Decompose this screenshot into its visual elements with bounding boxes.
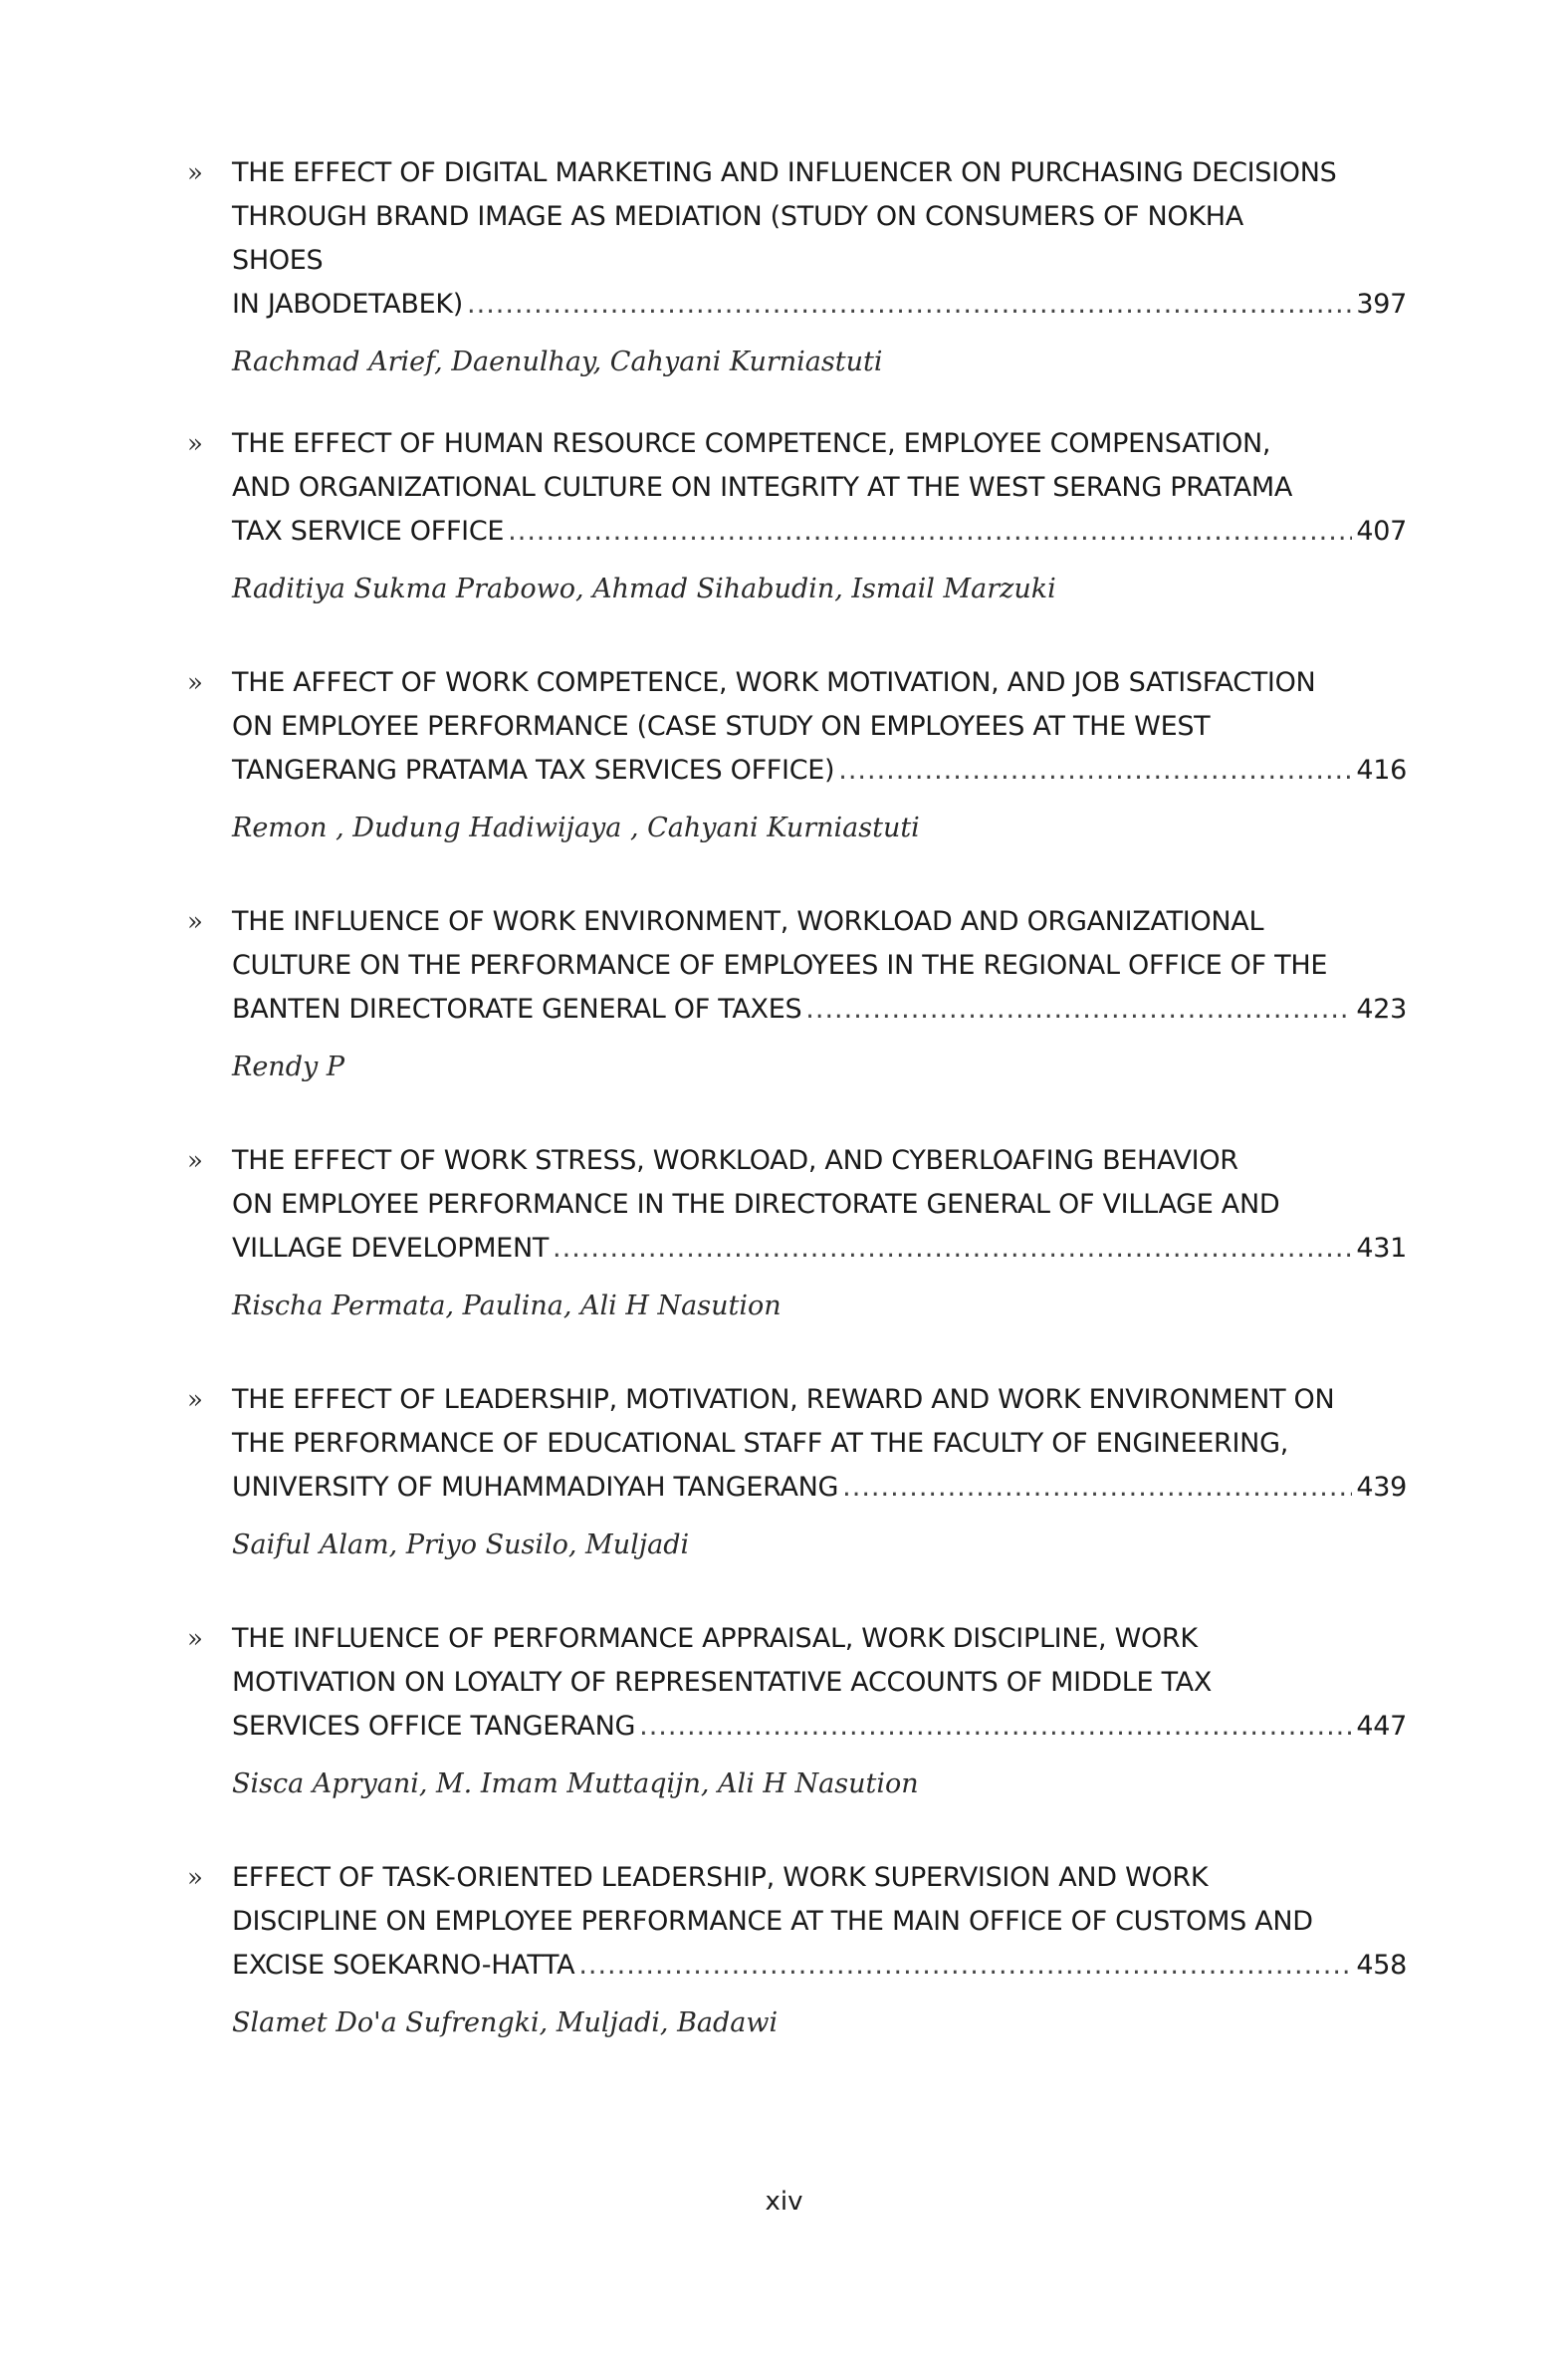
- page-number[interactable]: 416: [1356, 755, 1407, 786]
- entry-title-end: TAX SERVICE OFFICE: [232, 516, 505, 547]
- entry-title-end: SERVICES OFFICE TANGERANG: [232, 1711, 636, 1742]
- toc-entry[interactable]: [187, 1617, 1407, 1812]
- entry-title-last-line: [232, 1944, 1407, 1988]
- bullet-marker: »: [187, 158, 203, 188]
- entry-title-line: THROUGH BRAND IMAGE AS MEDIATION (STUDY ON CONSUMERS OF NOKHA: [232, 201, 1243, 232]
- dot-leader: [639, 1705, 1352, 1749]
- dot-leader: [553, 1227, 1352, 1271]
- dot-leader: [467, 283, 1352, 327]
- entry-title-line: ON EMPLOYEE PERFORMANCE (CASE STUDY ON EMPLOYEES AT THE WEST: [232, 711, 1211, 742]
- dot-leader: [842, 1466, 1352, 1510]
- entry-title-line: THE EFFECT OF LEADERSHIP, MOTIVATION, REWARD AND WORK ENVIRONMENT ON: [232, 1384, 1335, 1415]
- bullet-marker: »: [187, 1863, 203, 1893]
- toc-entry[interactable]: [187, 1378, 1407, 1573]
- page-number[interactable]: 439: [1356, 1472, 1407, 1503]
- entry-title-line: THE PERFORMANCE OF EDUCATIONAL STAFF AT THE FACULTY OF ENGINEERING,: [232, 1428, 1288, 1459]
- entry-title-last-line: [232, 1227, 1407, 1271]
- entry-title-last-line: [232, 283, 1407, 327]
- entry-title-line: SHOES: [232, 245, 324, 276]
- entry-title-last-line: [232, 749, 1407, 793]
- entry-title-last-line: [232, 1466, 1407, 1510]
- toc-entry[interactable]: [187, 1856, 1407, 2051]
- entry-authors: Raditiya Sukma Prabowo, Ahmad Sihabudin, Ismail Marzuki: [232, 574, 1056, 604]
- entry-title-line: DISCIPLINE ON EMPLOYEE PERFORMANCE AT THE MAIN OFFICE OF CUSTOMS AND: [232, 1906, 1313, 1937]
- entry-title-end: VILLAGE DEVELOPMENT: [232, 1233, 550, 1264]
- entry-title-end: BANTEN DIRECTORATE GENERAL OF TAXES: [232, 994, 802, 1025]
- bullet-marker: »: [187, 1146, 203, 1176]
- entry-title-end: EXCISE SOEKARNO-HATTA: [232, 1950, 575, 1981]
- entry-title-last-line: [232, 988, 1407, 1032]
- entry-title-line: CULTURE ON THE PERFORMANCE OF EMPLOYEES IN THE REGIONAL OFFICE OF THE: [232, 950, 1328, 981]
- toc-entry[interactable]: [187, 151, 1407, 390]
- entry-authors: Rachmad Arief, Daenulhay, Cahyani Kurniastuti: [232, 347, 883, 377]
- entry-title-line: THE INFLUENCE OF PERFORMANCE APPRAISAL, WORK DISCIPLINE, WORK: [232, 1623, 1198, 1654]
- entry-title-line: THE INFLUENCE OF WORK ENVIRONMENT, WORKLOAD AND ORGANIZATIONAL: [232, 906, 1264, 937]
- entry-title-line: THE EFFECT OF HUMAN RESOURCE COMPETENCE, EMPLOYEE COMPENSATION,: [232, 428, 1271, 459]
- entry-title-line: MOTIVATION ON LOYALTY OF REPRESENTATIVE ACCOUNTS OF MIDDLE TAX: [232, 1667, 1213, 1698]
- dot-leader: [838, 749, 1352, 793]
- entry-authors: Sisca Apryani, M. Imam Muttaqijn, Ali H Nasution: [232, 1768, 919, 1799]
- dot-leader: [578, 1944, 1352, 1988]
- entry-title-end: TANGERANG PRATAMA TAX SERVICES OFFICE): [232, 755, 835, 786]
- entry-title-line: EFFECT OF TASK-ORIENTED LEADERSHIP, WORK SUPERVISION AND WORK: [232, 1862, 1209, 1893]
- entry-title-line: AND ORGANIZATIONAL CULTURE ON INTEGRITY AT THE WEST SERANG PRATAMA: [232, 472, 1293, 503]
- entry-title-line: THE AFFECT OF WORK COMPETENCE, WORK MOTIVATION, AND JOB SATISFACTION: [232, 667, 1316, 698]
- dot-leader: [805, 988, 1352, 1032]
- entry-title-last-line: [232, 510, 1407, 554]
- entry-title-last-line: [232, 1705, 1407, 1749]
- bullet-marker: »: [187, 1624, 203, 1654]
- entry-authors: Remon , Dudung Hadiwijaya , Cahyani Kurniastuti: [232, 813, 920, 843]
- entry-authors: Slamet Do'a Sufrengki, Muljadi, Badawi: [232, 2007, 779, 2038]
- dot-leader: [508, 510, 1352, 554]
- bullet-marker: »: [187, 907, 203, 937]
- entry-title-end: IN JABODETABEK): [232, 289, 464, 320]
- toc-entry[interactable]: [187, 1139, 1407, 1334]
- page-number[interactable]: 447: [1356, 1711, 1407, 1742]
- toc-entry[interactable]: [187, 422, 1407, 617]
- entry-title-line: THE EFFECT OF DIGITAL MARKETING AND INFLUENCER ON PURCHASING DECISIONS: [232, 157, 1337, 188]
- page-folio: xiv: [765, 2187, 803, 2217]
- bullet-marker: »: [187, 668, 203, 698]
- entry-authors: Rischa Permata, Paulina, Ali H Nasution: [232, 1291, 782, 1321]
- page-number[interactable]: 458: [1356, 1950, 1407, 1981]
- entry-title-line: ON EMPLOYEE PERFORMANCE IN THE DIRECTORATE GENERAL OF VILLAGE AND: [232, 1189, 1280, 1220]
- entry-title-line: THE EFFECT OF WORK STRESS, WORKLOAD, AND CYBERLOAFING BEHAVIOR: [232, 1145, 1238, 1176]
- table-of-contents: [187, 151, 1407, 2051]
- entry-authors: Rendy P: [232, 1052, 344, 1082]
- page-number[interactable]: 397: [1356, 289, 1407, 320]
- entry-title-end: UNIVERSITY OF MUHAMMADIYAH TANGERANG: [232, 1472, 839, 1503]
- bullet-marker: »: [187, 429, 203, 459]
- page-number[interactable]: 407: [1356, 516, 1407, 547]
- toc-entry[interactable]: [187, 661, 1407, 856]
- entry-authors: Saiful Alam, Priyo Susilo, Muljadi: [232, 1529, 690, 1560]
- page-number[interactable]: 431: [1356, 1233, 1407, 1264]
- toc-entry[interactable]: [187, 900, 1407, 1095]
- page-number[interactable]: 423: [1356, 994, 1407, 1025]
- bullet-marker: »: [187, 1385, 203, 1415]
